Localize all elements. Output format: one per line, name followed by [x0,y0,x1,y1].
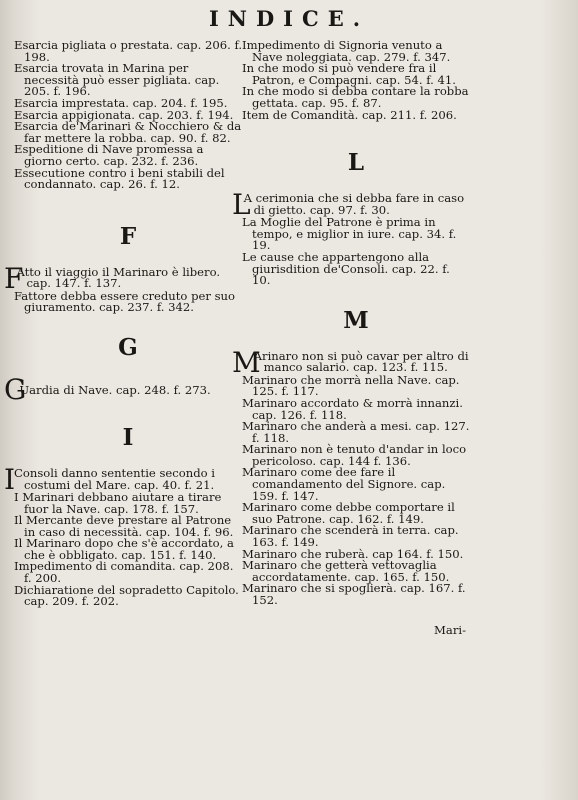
section-letter-f: F [119,222,137,250]
entry-text: Atto il viaggio il Marinaro è libero. cap. 147. f. 137. [16,264,221,291]
section-letter-m: M [343,306,369,334]
index-entry: In che modo si debba contare la robba gettata. cap. 95. f. 87. [242,84,469,110]
index-entry: Fattore debba essere creduto per suo giuramento. cap. 237. f. 342. [14,288,236,315]
index-entry: Impedimento di comandita. cap. 208. f. 200. [14,559,234,586]
index-entry: Le cause che appartengono alla giurisdition de'Consoli. cap. 22. f. 10. [242,249,450,288]
section-letter-i: I [122,423,134,451]
index-entry: Esarcia trovata in Marina per necessità può esser pigliata. cap. 205. f. 196. [14,61,220,99]
index-entry: Il Marinaro dopo che s'è accordato, a che è obbligato. cap. 151. f. 140. [14,536,234,562]
section-letter-g: G [118,333,138,361]
entry-text: Consoli danno sententie secondo i costumi del Mare. cap. 40. f. 21. [14,465,216,492]
left-column [4,38,243,609]
section-l [232,188,470,288]
entry-text: Arinaro non si può cavar per altro di manco salario. cap. 123. f. 115. [253,348,469,375]
entry-text: A cerimonia che si debba fare in caso di gietto. cap. 97. f. 30. [243,191,465,217]
index-entry: La Moglie del Patrone è prima in tempo, e miglior in iure. cap. 34. f. 19. [242,215,457,253]
section-i [4,462,242,609]
index-entry: Item de Comandità. cap. 211. f. 206. [242,107,457,122]
index-entry [4,372,242,406]
index-entry [232,188,470,222]
drop-initial: L [232,188,251,222]
index-entry: Il Mercante deve prestare al Patrone in caso di necessità. cap. 104. f. 96. [14,513,234,539]
index-entry: Esarcia appigionata. cap. 203. f. 194. [14,107,234,122]
index-entry [232,345,470,379]
index-entry: Marinaro che ruberà. cap 164. f. 150. [242,546,464,561]
section-e [14,40,242,191]
section-m [232,345,470,607]
index-entry: Marinaro che anderà a mesi. cap. 127. f. 118. [242,419,470,445]
index-entry: Marinaro che scenderà in terra. cap. 163. f. 149. [242,523,459,550]
drop-initial: I [4,462,16,496]
entry-text: Uardia di Nave. cap. 248. f. 273. [19,382,211,397]
index-entry: Dichiaratione del sopradetto Capitolo. cap. 209. f. 202. [14,582,239,609]
index-entry: Esarcia de'Marinari & Nocchiero & da far mettere la robba. cap. 90. f. 82. [14,119,242,145]
index-entry: Impedimento di Signoria venuto a Nave noleggiata. cap. 279. f. 347. [242,38,451,64]
page-title: INDICE. [208,6,370,31]
drop-initial: F [4,261,24,295]
right-column [232,38,470,637]
index-entry: Marinaro accordato & morrà innanzi. cap. 126. f. 118. [242,395,463,422]
index-entry: Espeditione di Nave promessa a giorno certo. cap. 232. f. 236. [14,142,204,168]
index-entry: Marinaro che getterà vettovaglia accordatamente. cap. 165. f. 150. [242,558,450,584]
index-entry: I Marinari debbano aiutare a tirare fuor la Nave. cap. 178. f. 157. [14,489,222,516]
index-entry [4,462,242,496]
section-letter-l: L [347,149,365,177]
index-entry: Marinaro che si spoglierà. cap. 167. f. 152. [242,581,466,607]
index-entry: Marinaro non è tenuto d'andar in loco pericoloso. cap. 144 f. 136. [242,442,467,468]
section-i-continued [242,40,470,121]
index-entry: In che modo si può vendere fra il Patron, e Compagni. cap. 54. f. 41. [242,61,456,87]
section-f [4,261,242,315]
drop-initial: G [4,372,27,406]
drop-initial: M [232,345,261,379]
index-entry: Esarcia pigliata o prestata. cap. 206. f. 198. [14,38,243,64]
index-entry [4,261,242,295]
index-entry: Esarcia imprestata. cap. 204. f. 195. [14,95,228,110]
index-entry: Essecutione contro i beni stabili del condannato. cap. 26. f. 12. [14,165,225,192]
index-entry: Marinaro come debbe comportare il suo Patrone. cap. 162. f. 149. [242,500,455,526]
index-entry: Marinaro che morrà nella Nave. cap. 125. f. 117. [242,372,460,399]
section-g [4,372,242,406]
index-entry: Marinaro come dee fare il comandamento del Signore. cap. 159. f. 147. [242,465,446,503]
catchword: Mari- [434,622,466,637]
